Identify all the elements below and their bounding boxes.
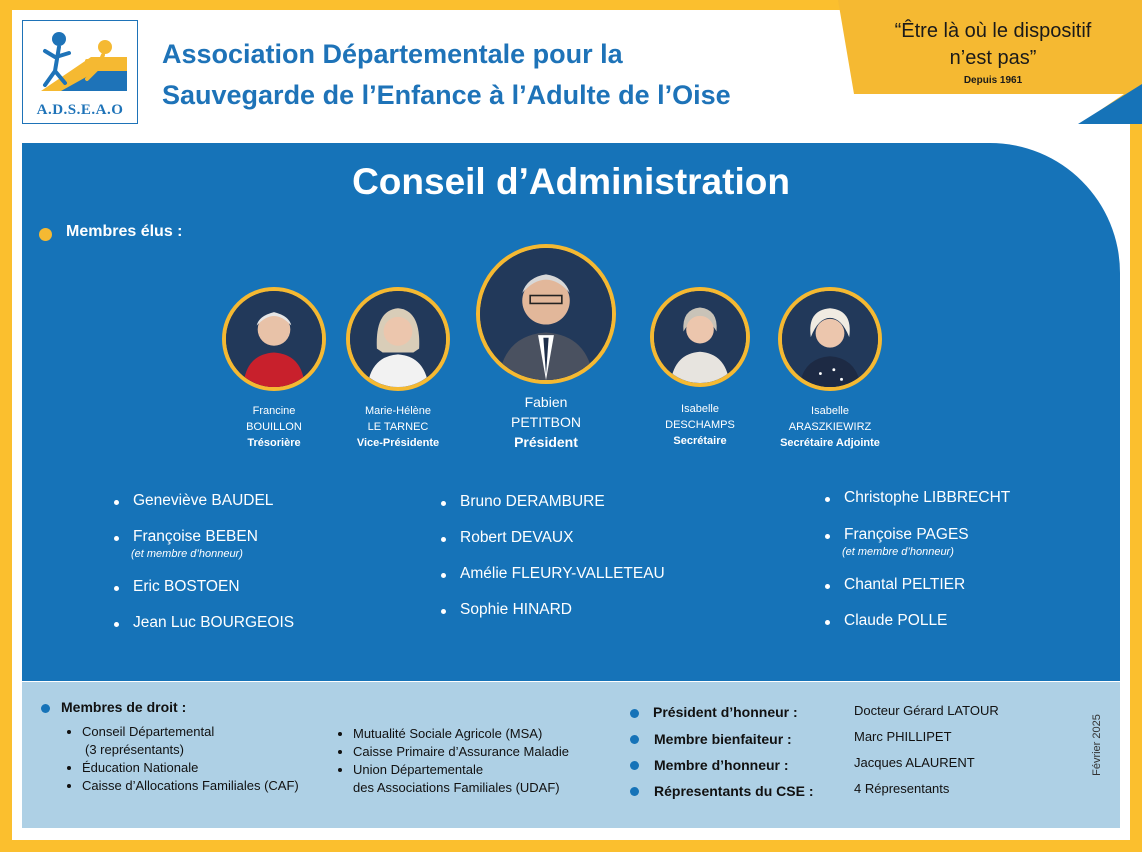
since-text: Depuis 1961 bbox=[963, 75, 1023, 86]
member-name: Jean Luc BOURGEOIS bbox=[133, 614, 295, 631]
droit-list-1 bbox=[65, 723, 299, 795]
slogan-line1: “Être là où le dispositif bbox=[894, 20, 1092, 42]
portrait-photo bbox=[222, 287, 326, 391]
member-note: (et membre d’honneur) bbox=[131, 548, 243, 560]
honor-label: Membre bienfaiteur : bbox=[654, 731, 792, 747]
officer-first-name: Isabelle bbox=[811, 405, 849, 417]
member-name: Christophe LIBBRECHT bbox=[844, 489, 1011, 506]
member-name: Eric BOSTOEN bbox=[133, 578, 240, 595]
member-item bbox=[111, 613, 294, 633]
droit-item: Conseil Départemental bbox=[65, 723, 299, 741]
droit-item: Éducation Nationale bbox=[65, 759, 299, 777]
logo-text: A.D.S.E.A.O bbox=[36, 102, 124, 118]
members-column-1 bbox=[111, 491, 294, 633]
droit-item: (3 représentants) bbox=[85, 742, 184, 757]
publication-date: Février 2025 bbox=[1091, 714, 1103, 776]
officer-first-name: Isabelle bbox=[681, 403, 719, 415]
footer-panel bbox=[22, 682, 1120, 828]
officer-last-name: DESCHAMPS bbox=[665, 419, 735, 431]
elected-bullet-icon bbox=[39, 228, 52, 241]
droit-item: Caisse Primaire d’Assurance Maladie bbox=[336, 743, 569, 761]
officer-role: Secrétaire bbox=[673, 435, 727, 447]
honor-value: Marc PHILLIPET bbox=[854, 729, 952, 744]
member-item bbox=[822, 488, 1010, 508]
members-column-2 bbox=[438, 492, 665, 620]
officer-first-name: Francine bbox=[252, 405, 296, 417]
member-name: Françoise PAGES bbox=[844, 526, 969, 543]
president-role: Président bbox=[514, 434, 578, 450]
member-item bbox=[822, 611, 1010, 631]
honor-value: 4 Répresentants bbox=[854, 781, 950, 796]
honor-bullet-icon bbox=[630, 709, 639, 718]
droit-label: Membres de droit : bbox=[61, 699, 187, 715]
member-name: Robert DEVAUX bbox=[460, 529, 574, 546]
honor-value: Docteur Gérard LATOUR bbox=[854, 703, 999, 718]
honor-label: Répresentants du CSE : bbox=[654, 783, 814, 799]
officer-last-name: ARASZKIEWIRZ bbox=[788, 421, 872, 433]
member-name: Françoise BEBEN bbox=[133, 528, 258, 545]
member-name: Claude POLLE bbox=[844, 612, 948, 629]
officer-first-name: Marie-Hélène bbox=[364, 405, 432, 417]
droit-item: Union Départementale bbox=[336, 761, 569, 779]
board-title: Conseil d’Administration bbox=[352, 161, 790, 202]
officer-card bbox=[338, 287, 458, 451]
elected-label: Membres élus : bbox=[66, 223, 183, 240]
honor-value: Jacques ALAURENT bbox=[854, 755, 975, 770]
member-note: (et membre d’honneur) bbox=[842, 546, 954, 558]
honor-label: Président d’honneur : bbox=[653, 704, 798, 720]
member-item bbox=[438, 564, 665, 584]
portrait-photo bbox=[476, 244, 616, 384]
member-item bbox=[111, 577, 294, 597]
honor-bullet-icon bbox=[630, 787, 639, 796]
slogan-line2: n’est pas” bbox=[949, 47, 1037, 69]
slogan bbox=[858, 18, 1128, 86]
officer-last-name: LE TARNEC bbox=[367, 421, 429, 433]
member-item bbox=[438, 600, 665, 620]
portrait-photo bbox=[346, 287, 450, 391]
officer-card bbox=[765, 287, 895, 451]
board-panel bbox=[22, 143, 1120, 681]
member-item bbox=[111, 491, 294, 511]
member-item bbox=[822, 525, 1010, 559]
member-item bbox=[822, 575, 1010, 595]
officer-last-name: BOUILLON bbox=[246, 421, 302, 433]
org-title-line1: Association Départementale pour la bbox=[162, 39, 623, 69]
officer-role: Vice-Présidente bbox=[356, 437, 440, 449]
officer-role: Trésorière bbox=[247, 437, 301, 449]
officer-role: Secrétaire Adjointe bbox=[780, 437, 880, 449]
president-first-name: Fabien bbox=[524, 394, 568, 410]
member-name: Geneviève BAUDEL bbox=[133, 492, 274, 509]
portrait-photo bbox=[650, 287, 750, 387]
member-name: Amélie FLEURY-VALLETEAU bbox=[460, 565, 665, 582]
droit-bullet-icon bbox=[41, 704, 50, 713]
member-name: Bruno DERAMBURE bbox=[460, 493, 605, 510]
honor-bullet-icon bbox=[630, 735, 639, 744]
adseao-logo bbox=[22, 20, 138, 124]
droit-item: des Associations Familiales (UDAF) bbox=[353, 780, 560, 795]
honor-label: Membre d’honneur : bbox=[654, 757, 789, 773]
droit-item: Mutualité Sociale Agricole (MSA) bbox=[336, 725, 569, 743]
president-last-name: PETITBON bbox=[510, 414, 581, 430]
member-item bbox=[438, 492, 665, 512]
officer-card bbox=[640, 287, 760, 449]
honor-bullet-icon bbox=[630, 761, 639, 770]
organization-title bbox=[162, 34, 731, 116]
member-item bbox=[438, 528, 665, 548]
org-title-line2: Sauvegarde de l’Enfance à l’Adulte de l’Oise bbox=[162, 80, 731, 110]
officer-card bbox=[214, 287, 334, 451]
member-name: Sophie HINARD bbox=[460, 601, 572, 618]
droit-item: Caisse d’Allocations Familiales (CAF) bbox=[65, 777, 299, 795]
logo-figures-icon bbox=[31, 27, 129, 97]
member-name: Chantal PELTIER bbox=[844, 576, 966, 593]
members-column-3 bbox=[822, 488, 1010, 631]
president-card bbox=[474, 244, 618, 452]
droit-list-2 bbox=[336, 725, 569, 797]
portrait-photo bbox=[778, 287, 882, 391]
member-item bbox=[111, 527, 294, 561]
